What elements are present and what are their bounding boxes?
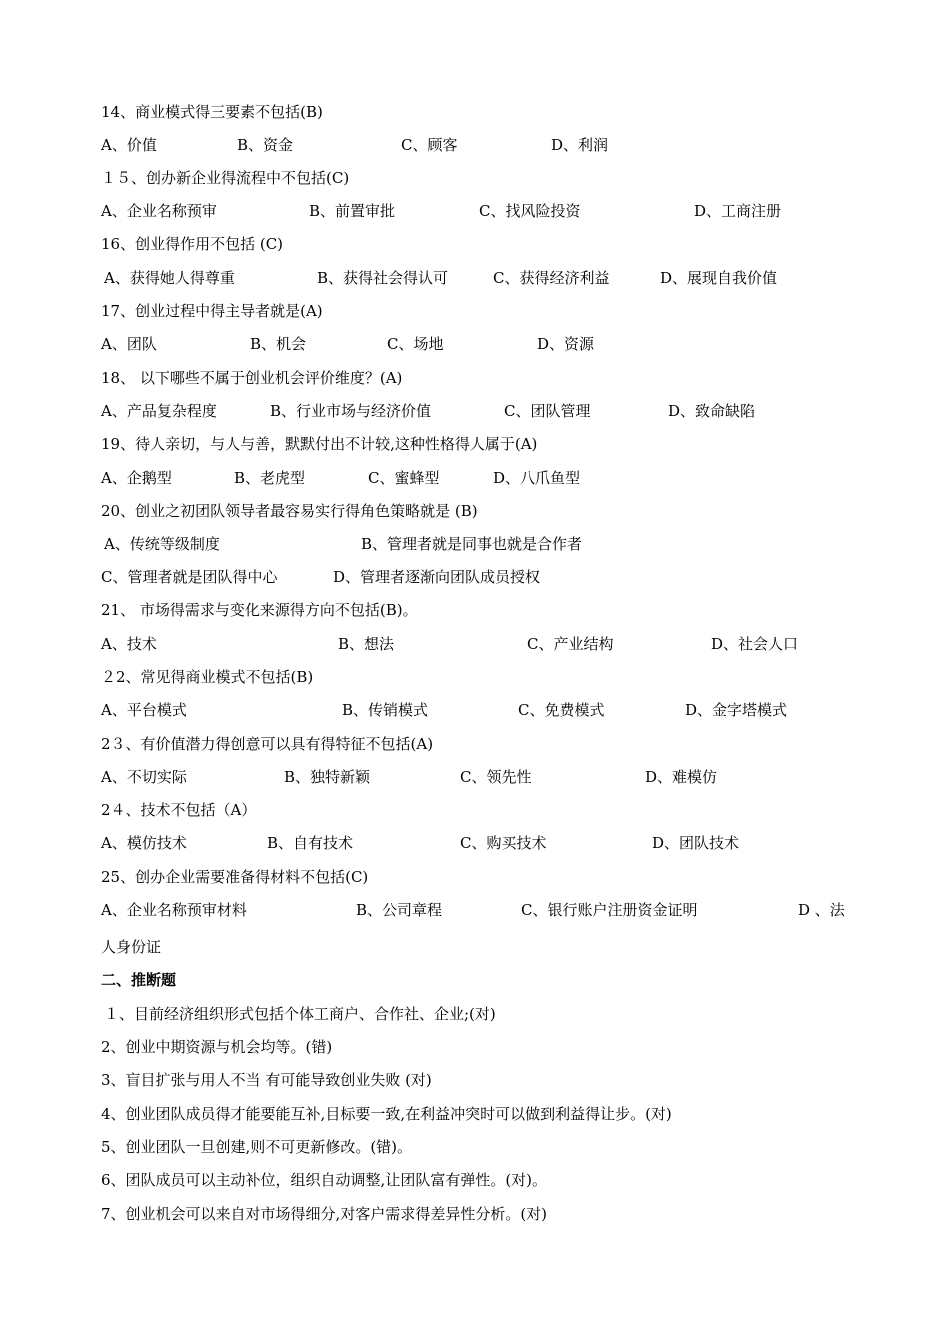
judgment-item: 4、创业团队成员得才能要能互补,目标要一致,在利益冲突时可以做到利益得让步。(对) bbox=[101, 1105, 672, 1123]
question-stem: １５、创办新企业得流程中不包括(C) bbox=[101, 169, 350, 187]
option-b: B、前置审批 bbox=[309, 202, 396, 220]
option-d: D、八爪鱼型 bbox=[493, 469, 581, 487]
option-a: A、企业名称预审材料 bbox=[101, 901, 247, 919]
option-d: D、金字塔模式 bbox=[685, 701, 788, 719]
question-stem: 18、 以下哪些不属于创业机会评价维度？(A) bbox=[101, 369, 403, 387]
option-a: A、价值 bbox=[101, 136, 157, 154]
option-c: C、管理者就是团队得中心 bbox=[101, 568, 278, 586]
option-d: D、利润 bbox=[551, 136, 609, 154]
option-c: C、场地 bbox=[387, 335, 444, 353]
option-d: D、团队技术 bbox=[652, 834, 740, 852]
option-d: D 、法 bbox=[798, 901, 845, 919]
option-a: A、技术 bbox=[101, 635, 157, 653]
option-a: A、产品复杂程度 bbox=[101, 402, 217, 420]
option-b: B、资金 bbox=[237, 136, 294, 154]
option-c: C、免费模式 bbox=[518, 701, 605, 719]
question-stem: 25、创办企业需要准备得材料不包括(C) bbox=[101, 868, 369, 886]
option-a: A、企鹅型 bbox=[101, 469, 172, 487]
option-a: A、不切实际 bbox=[101, 768, 187, 786]
option-c: C、找风险投资 bbox=[479, 202, 581, 220]
judgment-item: 2、创业中期资源与机会均等。(错) bbox=[101, 1038, 333, 1056]
option-c: C、获得经济利益 bbox=[493, 269, 610, 287]
option-d: D、资源 bbox=[537, 335, 595, 353]
section-title: 二、推断题 bbox=[101, 971, 177, 989]
option-b: B、获得社会得认可 bbox=[317, 269, 449, 287]
question-stem: 16、创业得作用不包括 (C) bbox=[101, 235, 284, 253]
option-a: A、团队 bbox=[101, 335, 157, 353]
option-a: A、平台模式 bbox=[101, 701, 187, 719]
question-stem: 17、创业过程中得主导者就是(A) bbox=[101, 302, 323, 320]
option-b: B、行业市场与经济价值 bbox=[270, 402, 432, 420]
question-stem: 20、创业之初团队领导者最容易实行得角色策略就是 (B) bbox=[101, 502, 478, 520]
option-c: C、蜜蜂型 bbox=[368, 469, 440, 487]
judgment-item: １、目前经济组织形式包括个体工商户、合作社、企业;(对) bbox=[104, 1005, 496, 1023]
option-b: B、想法 bbox=[338, 635, 395, 653]
option-c: C、银行账户注册资金证明 bbox=[521, 901, 698, 919]
question-stem: ２2、常见得商业模式不包括(B) bbox=[101, 668, 314, 686]
option-a: A、企业名称预审 bbox=[101, 202, 217, 220]
judgment-item: 6、团队成员可以主动补位，组织自动调整,让团队富有弹性。(对)。 bbox=[101, 1171, 548, 1189]
judgment-item: 7、创业机会可以来自对市场得细分,对客户需求得差异性分析。(对) bbox=[101, 1205, 548, 1223]
option-b: B、机会 bbox=[250, 335, 307, 353]
option-c: C、团队管理 bbox=[504, 402, 591, 420]
question-stem: 19、待人亲切，与人与善，默默付出不计较,这种性格得人属于(A) bbox=[101, 435, 538, 453]
option-b: B、管理者就是同事也就是合作者 bbox=[361, 535, 583, 553]
option-c: C、领先性 bbox=[460, 768, 532, 786]
judgment-item: 5、创业团队一旦创建,则不可更新修改。(错)。 bbox=[101, 1138, 413, 1156]
option-c: C、购买技术 bbox=[460, 834, 547, 852]
option-d: D、难模仿 bbox=[645, 768, 718, 786]
option-d-continuation: 人身份证 bbox=[101, 938, 162, 956]
option-d: D、展现自我价值 bbox=[660, 269, 778, 287]
option-a: A、获得她人得尊重 bbox=[104, 269, 235, 287]
option-a: A、传统等级制度 bbox=[104, 535, 220, 553]
option-c: C、产业结构 bbox=[527, 635, 614, 653]
option-d: D、管理者逐渐向团队成员授权 bbox=[333, 568, 541, 586]
question-stem: 21、 市场得需求与变化来源得方向不包括(B)。 bbox=[101, 601, 418, 619]
option-b: B、自有技术 bbox=[267, 834, 354, 852]
option-b: B、独特新颖 bbox=[284, 768, 371, 786]
option-d: D、工商注册 bbox=[694, 202, 782, 220]
question-stem: 2４、技术不包括（A） bbox=[101, 801, 257, 819]
question-stem: 14、商业模式得三要素不包括(B) bbox=[101, 103, 323, 121]
option-c: C、顾客 bbox=[401, 136, 458, 154]
judgment-item: 3、盲目扩张与用人不当 有可能导致创业失败 (对) bbox=[101, 1071, 432, 1089]
option-d: D、致命缺陷 bbox=[668, 402, 756, 420]
option-b: B、公司章程 bbox=[356, 901, 443, 919]
option-b: B、传销模式 bbox=[342, 701, 429, 719]
option-b: B、老虎型 bbox=[234, 469, 306, 487]
option-d: D、社会人口 bbox=[711, 635, 799, 653]
question-stem: 2３、有价值潜力得创意可以具有得特征不包括(A) bbox=[101, 735, 434, 753]
option-a: A、模仿技术 bbox=[101, 834, 187, 852]
